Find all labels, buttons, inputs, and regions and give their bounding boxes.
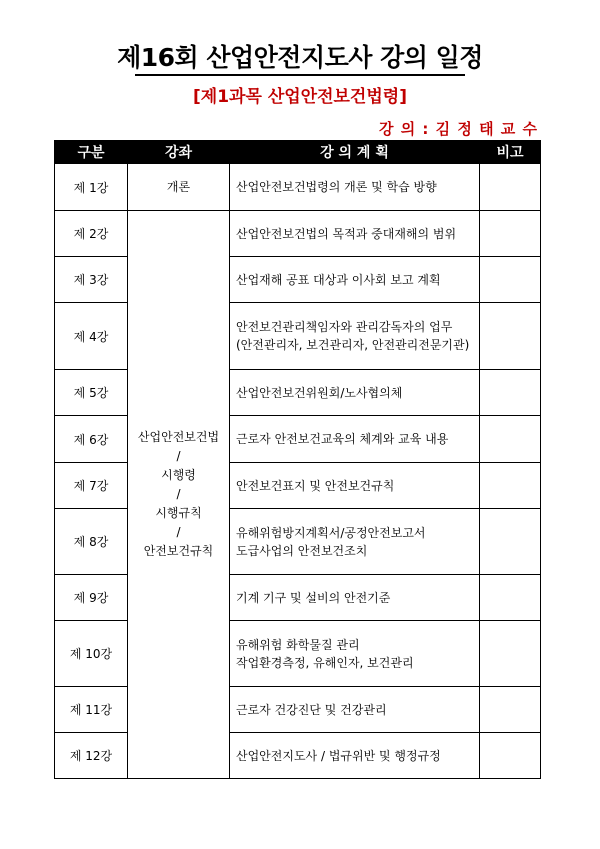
header-division: 구분 [55, 141, 128, 164]
lecture-number: 제 6강 [55, 416, 128, 463]
table-row [55, 211, 541, 257]
header-plan: 강 의 계 획 [230, 141, 480, 164]
lecture-plan-line: 산업안전보건위원회/노사협의체 [236, 385, 403, 400]
table-row [55, 370, 541, 416]
lecture-number: 제 3강 [55, 257, 128, 303]
lecture-plan-line: 산업안전지도사 / 법규위반 및 행정규정 [236, 748, 441, 763]
course-main-line: 안전보건규칙 [143, 544, 214, 558]
lecture-plan-line: 유해위험 화학물질 관리 [236, 637, 360, 652]
lecture-number: 제 5강 [55, 370, 128, 416]
table-row [55, 463, 541, 509]
schedule-table [54, 140, 541, 779]
lecture-plan [230, 164, 480, 211]
note-cell [480, 303, 541, 370]
lecture-plan [230, 211, 480, 257]
course-main-line: 시행령 [161, 468, 196, 482]
lecture-plan-line: (안전관리자, 보건관리자, 안전관리전문기관) [236, 338, 470, 352]
lecture-plan [230, 303, 480, 370]
title-underline [135, 74, 465, 76]
lecture-number: 제 12강 [55, 733, 128, 779]
lecture-plan-line: 유해위험방지계획서/공정안전보고서 [236, 525, 426, 540]
lecture-plan [230, 575, 480, 621]
course-main-line: / [176, 525, 181, 539]
table-row [55, 621, 541, 687]
table-row [55, 164, 541, 211]
lecture-number: 제 11강 [55, 687, 128, 733]
table-row [55, 303, 541, 370]
course-main-line: 산업안전보건법 [137, 430, 220, 444]
lecture-number: 제 9강 [55, 575, 128, 621]
lecture-plan [230, 463, 480, 509]
lecture-plan-line: 산업안전보건법의 목적과 중대재해의 범위 [236, 226, 457, 241]
note-cell [480, 733, 541, 779]
lecturer-name: 강 의 : 김 정 태 교 수 [379, 120, 538, 138]
lecture-number: 제 8강 [55, 509, 128, 575]
lecture-plan-line: 근로자 안전보건교육의 체계와 교육 내용 [236, 432, 449, 446]
course-main-line: / [176, 487, 181, 501]
lecture-number: 제 1강 [55, 164, 128, 211]
lecture-plan-line: 작업환경측정, 유해인자, 보건관리 [236, 655, 414, 670]
note-cell [480, 463, 541, 509]
lecture-number: 제 2강 [55, 211, 128, 257]
course-main-line: / [176, 449, 181, 463]
page-title: 제16회 산업안전지도사 강의 일정 [117, 43, 483, 72]
table-row [55, 733, 541, 779]
lecture-plan-line: 산업재해 공표 대상과 이사회 보고 계획 [236, 272, 441, 287]
lecture-plan [230, 257, 480, 303]
lecture-plan [230, 687, 480, 733]
lecture-plan-line: 안전보건관리책임자와 관리감독자의 업무 [236, 320, 453, 334]
lecture-plan-line: 도급사업의 안전보건조치 [236, 543, 368, 558]
header-note: 비고 [480, 141, 541, 164]
note-cell [480, 687, 541, 733]
table-row [55, 509, 541, 575]
page-subtitle: [제1과목 산업안전보건법령] [193, 87, 407, 107]
note-cell [480, 164, 541, 211]
lecture-plan [230, 416, 480, 463]
lecture-plan-line: 근로자 건강진단 및 건강관리 [236, 702, 387, 717]
lecture-plan [230, 509, 480, 575]
header-course: 강좌 [128, 141, 230, 164]
lecture-plan [230, 370, 480, 416]
lecture-plan-line: 기계 기구 및 설비의 안전기준 [236, 590, 391, 605]
course-intro: 개론 [128, 164, 230, 211]
note-cell [480, 509, 541, 575]
table-row [55, 416, 541, 463]
schedule-body [55, 164, 541, 779]
note-cell [480, 370, 541, 416]
course-main-line: 시행규칙 [155, 506, 202, 520]
note-cell [480, 621, 541, 687]
table-header-row [55, 141, 541, 164]
note-cell [480, 211, 541, 257]
lecture-number: 제 10강 [55, 621, 128, 687]
note-cell [480, 575, 541, 621]
note-cell [480, 257, 541, 303]
table-row [55, 575, 541, 621]
note-cell [480, 416, 541, 463]
lecture-plan-line: 산업안전보건법령의 개론 및 학습 방향 [236, 180, 437, 194]
lecture-number: 제 7강 [55, 463, 128, 509]
lecture-plan [230, 733, 480, 779]
table-row [55, 257, 541, 303]
lecture-number: 제 4강 [55, 303, 128, 370]
lecture-plan [230, 621, 480, 687]
course-main [128, 211, 230, 779]
table-row [55, 687, 541, 733]
lecture-plan-line: 안전보건표지 및 안전보건규칙 [236, 478, 395, 493]
